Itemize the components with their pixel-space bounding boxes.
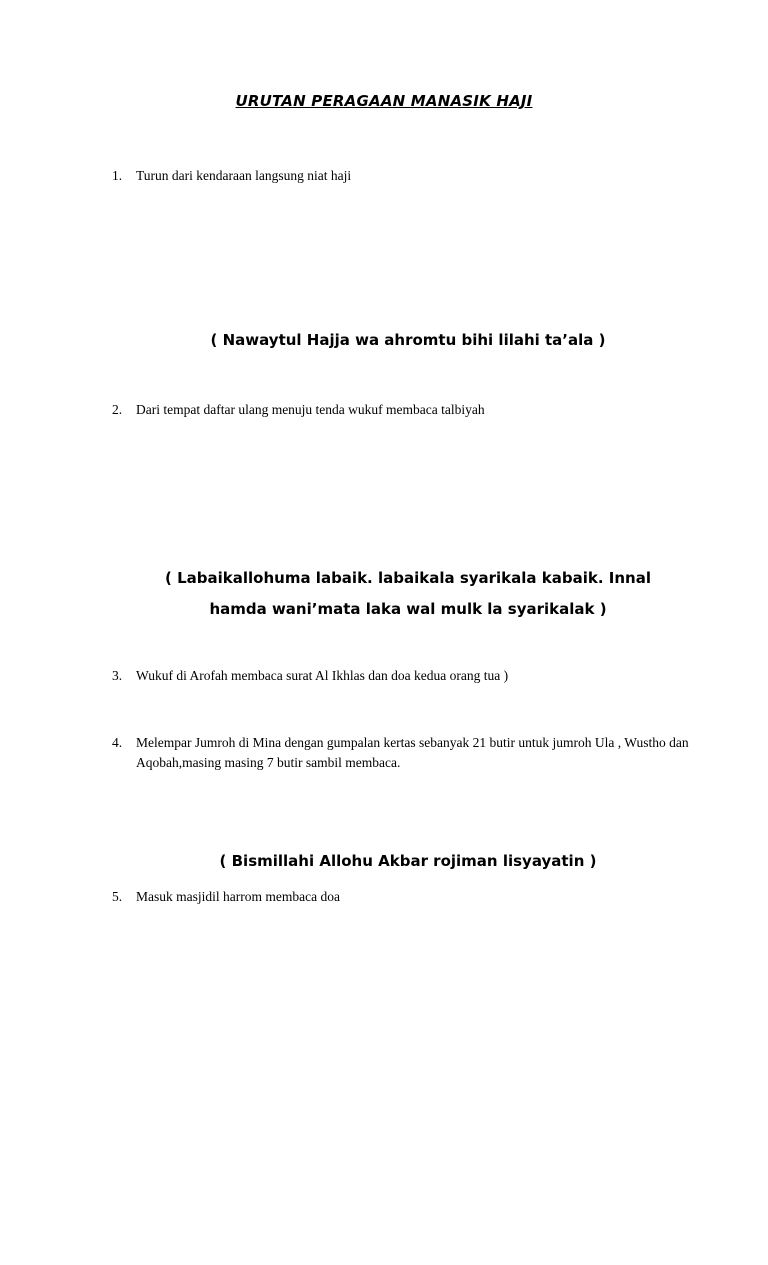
list-item — [112, 166, 692, 186]
list-item-text: Turun dari kendaraan langsung niat haji — [136, 168, 352, 183]
page-title: URUTAN PERAGAAN MANASIK HAJI — [235, 92, 533, 110]
list-item — [112, 666, 692, 686]
list-item-number: 5. — [112, 889, 123, 904]
prayer-text: ( Labaikallohuma labaik. labaikala syarikala kabaik. Innal hamda wani’mata laka wal mulk la syarikalak ) — [165, 569, 651, 618]
list-item — [112, 400, 692, 420]
list-item-number: 3. — [112, 668, 123, 683]
prayer-text: ( Nawaytul Hajja wa ahromtu bihi lilahi ta’ala ) — [210, 331, 606, 349]
list-item-number: 4. — [112, 735, 123, 750]
list-item-number: 1. — [112, 168, 123, 183]
list-item-text: Wukuf di Arofah membaca surat Al Ikhlas dan doa kedua orang tua ) — [136, 668, 509, 683]
list-item-text: Dari tempat daftar ulang menuju tenda wukuf membaca talbiyah — [136, 402, 485, 417]
list-item-number: 2. — [112, 402, 123, 417]
list-item-text: Masuk masjidil harrom membaca doa — [136, 889, 340, 904]
list-item — [112, 887, 692, 907]
list-item-text: Melempar Jumroh di Mina dengan gumpalan kertas sebanyak 21 butir untuk jumroh Ula , Wustho dan Aqobah,masing masing 7 butir sambil membaca. — [136, 735, 689, 770]
prayer-text: ( Bismillahi Allohu Akbar rojiman lisyayatin ) — [219, 852, 597, 870]
list-item — [112, 733, 692, 773]
